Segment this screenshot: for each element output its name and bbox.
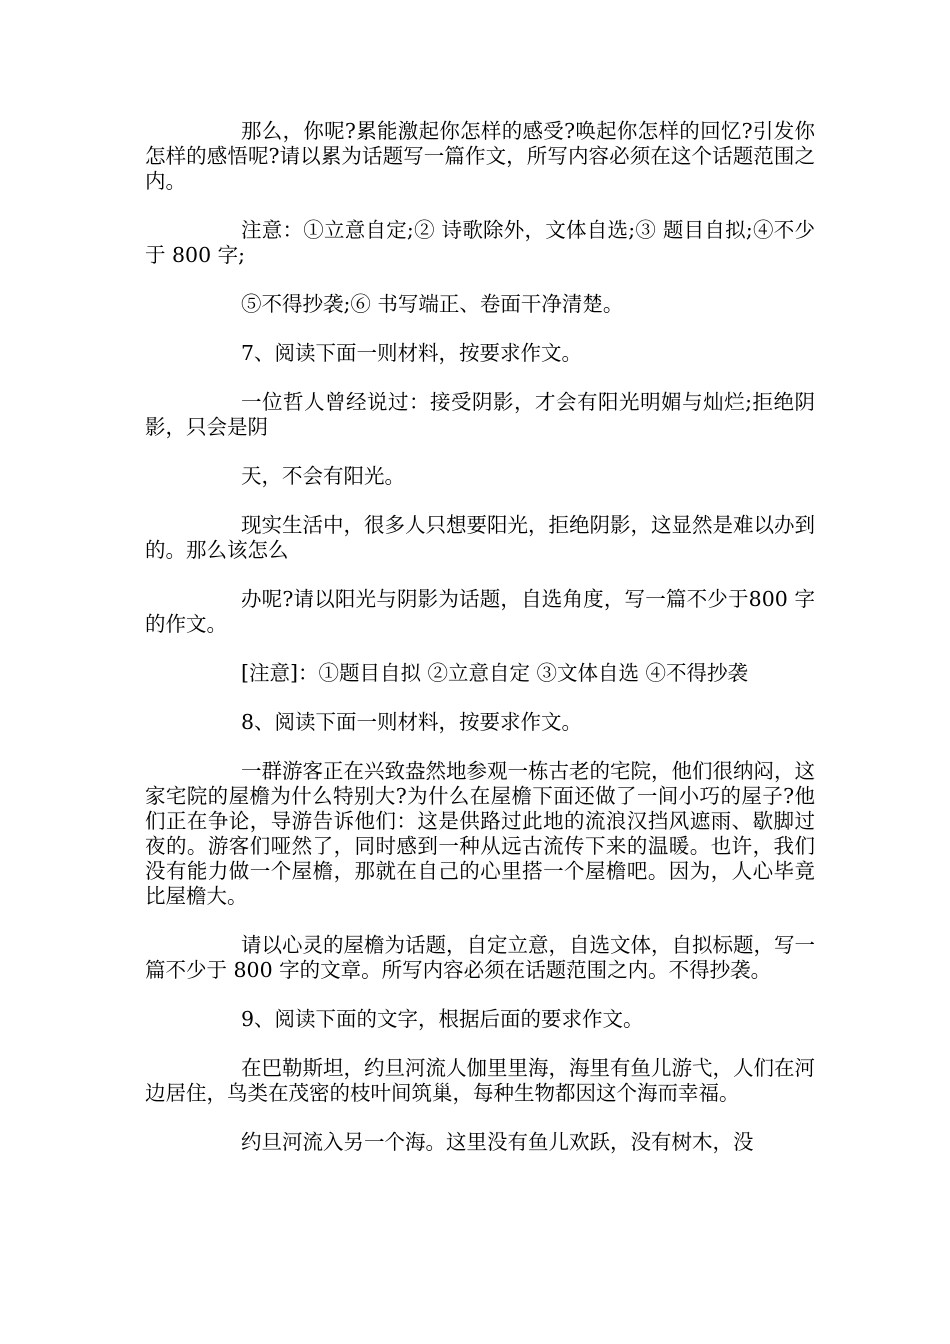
paragraph-3: ⑤不得抄袭;⑥ 书写端正、卷面干净清楚。 (241, 292, 624, 316)
paragraph-6: 天，不会有阳光。 (241, 464, 405, 488)
paragraph-12: 请以心灵的屋檐为话题，自定立意，自选文体，自拟标题，写一篇不少于 800 字的文章。所写内容必须在话题范围之内。不得抄袭。 (145, 933, 815, 982)
paragraph-1: 那么，你呢?累能激起你怎样的感受?唤起你怎样的回忆?引发你怎样的感悟呢?请以累为话题写一篇作文，所写内容必须在这个话题范围之内。 (145, 119, 815, 193)
paragraph-14: 在巴勒斯坦，约旦河流人伽里里海，海里有鱼儿游弋，人们在河边居住，鸟类在茂密的枝叶间筑巢，每种生物都因这个海而幸福。 (145, 1056, 815, 1105)
paragraph-7: 现实生活中，很多人只想要阳光，拒绝阴影，这显然是难以办到的。那么该怎么 (145, 513, 815, 562)
paragraph-10: 8、阅读下面一则材料，按要求作文。 (241, 710, 583, 734)
document-body (145, 119, 815, 1179)
paragraph-5: 一位哲人曾经说过：接受阴影，才会有阳光明媚与灿烂;拒绝阴影，只会是阴 (145, 390, 815, 439)
paragraph-4: 7、阅读下面一则材料，按要求作文。 (241, 341, 583, 365)
paragraph-15: 约旦河流入另一个海。这里没有鱼儿欢跃，没有树木，没 (241, 1130, 754, 1154)
paragraph-11: 一群游客正在兴致盎然地参观一栋古老的宅院，他们很纳闷，这家宅院的屋檐为什么特别大?为什么在屋檐下面还做了一间小巧的屋子?他们正在争论，导游告诉他们：这是供路过此地的流浪汉挡风遮雨、歇脚过夜的。游客们哑然了，同时感到一种从远古流传下来的温暖。也许，我们没有能力做一个屋檐，那就在自己的心里搭一个屋檐吧。因为，人心毕竟比屋檐大。 (145, 759, 815, 908)
paragraph-13: 9、阅读下面的文字，根据后面的要求作文。 (241, 1007, 644, 1031)
paragraph-8: 办呢?请以阳光与阴影为话题，自选角度，写一篇不少于800 字的作文。 (145, 587, 815, 636)
paragraph-2: 注意：①立意自定;② 诗歌除外，文体自选;③ 题目自拟;④不少于 800 字; (145, 218, 815, 267)
paragraph-9: [注意]：①题目自拟 ②立意自定 ③文体自选 ④不得抄袭 (241, 661, 749, 685)
